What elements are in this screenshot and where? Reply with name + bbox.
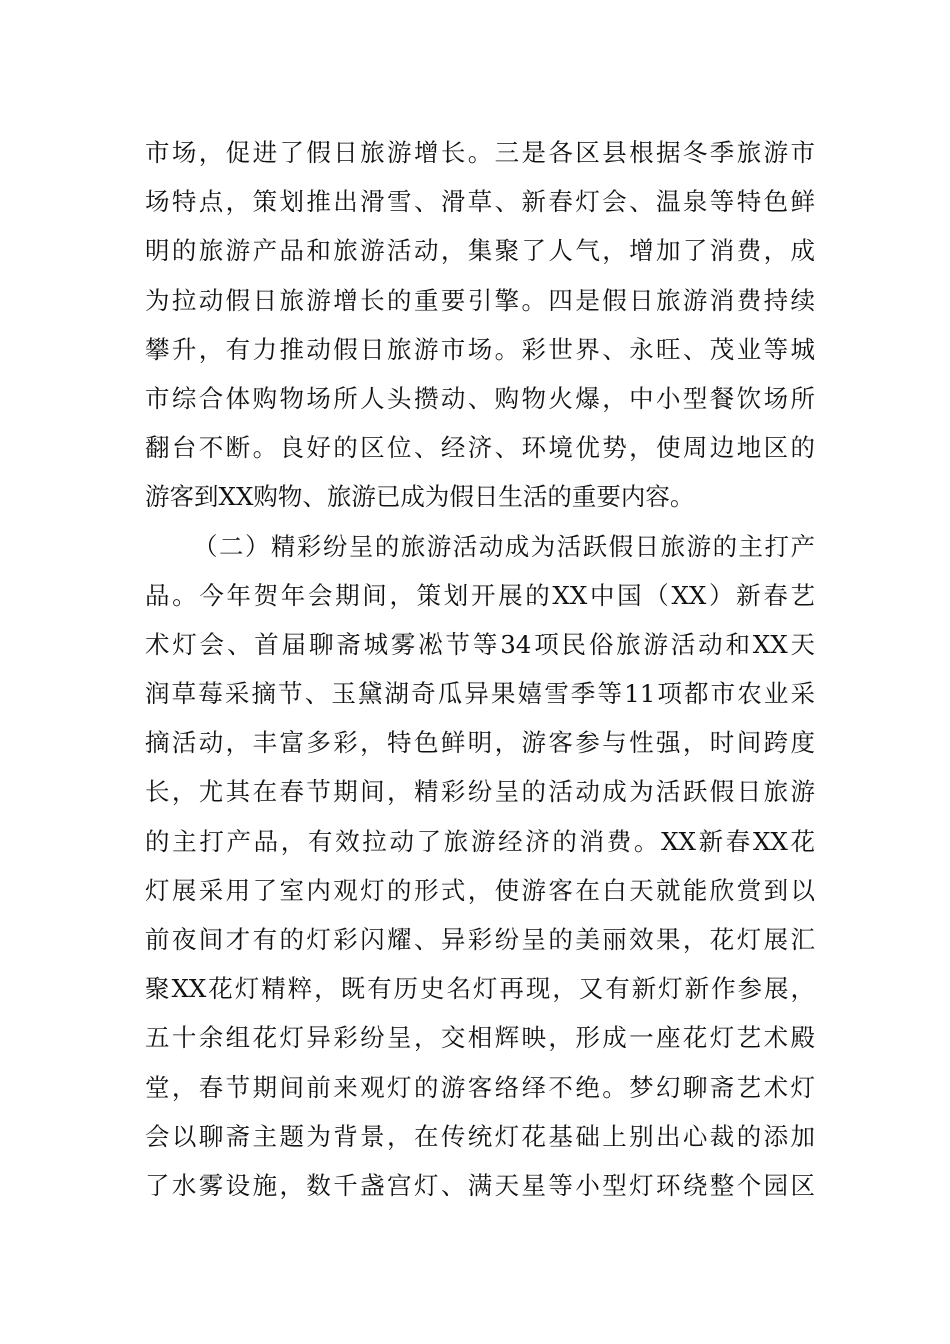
paragraph-1 bbox=[145, 128, 815, 522]
text-line: 前夜间才有的灯彩闪耀、异彩纷呈的美丽效果，花灯展汇 bbox=[145, 925, 815, 954]
text-line: 游客到XX购物、旅游已成为假日生活的重要内容。 bbox=[145, 482, 695, 512]
paragraph-2 bbox=[145, 522, 815, 1211]
text-line: 润草莓采摘节、玉黛湖奇瓜异果嬉雪季等11项都市农业采 bbox=[145, 679, 815, 709]
text-line: 场特点，策划推出滑雪、滑草、新春灯会、温泉等特色鲜 bbox=[145, 187, 815, 217]
body-text bbox=[145, 128, 815, 1210]
text-line: 聚XX花灯精粹，既有历史名灯再现，又有新灯新作参展， bbox=[145, 974, 815, 1004]
text-line: 品。今年贺年会期间，策划开展的XX中国（XX）新春艺 bbox=[145, 580, 815, 610]
text-line: 摘活动，丰富多彩，特色鲜明，游客参与性强，时间跨度 bbox=[145, 728, 815, 758]
section-heading-line: （二）精彩纷呈的旅游活动成为活跃假日旅游的主打产 bbox=[193, 531, 815, 561]
text-line: 堂，春节期间前来观灯的游客络绎不绝。梦幻聊斋艺术灯 bbox=[145, 1072, 815, 1102]
text-line: 了水雾设施，数千盏宫灯、满天星等小型灯环绕整个园区 bbox=[145, 1170, 815, 1200]
text-line: 攀升，有力推动假日旅游市场。彩世界、永旺、茂业等城 bbox=[145, 334, 815, 364]
text-line: 翻台不断。良好的区位、经济、环境优势，使周边地区的 bbox=[145, 433, 815, 463]
text-line: 灯展采用了室内观灯的形式，使游客在白天就能欣赏到以 bbox=[145, 875, 815, 905]
text-line: 会以聊斋主题为背景，在传统灯花基础上别出心裁的添加 bbox=[145, 1121, 815, 1151]
text-line: 长，尤其在春节期间，精彩纷呈的活动成为活跃假日旅游 bbox=[145, 777, 815, 807]
text-line: 五十余组花灯异彩纷呈，交相辉映，形成一座花灯艺术殿 bbox=[145, 1023, 815, 1053]
text-line: 的主打产品，有效拉动了旅游经济的消费。XX新春XX花 bbox=[145, 826, 815, 856]
text-line: 市综合体购物场所人头攒动、购物火爆，中小型餐饮场所 bbox=[145, 383, 815, 413]
text-line: 明的旅游产品和旅游活动，集聚了人气，增加了消费，成 bbox=[145, 236, 815, 266]
text-line: 市场，促进了假日旅游增长。三是各区县根据冬季旅游市 bbox=[145, 138, 815, 167]
text-line: 为拉动假日旅游增长的重要引擎。四是假日旅游消费持续 bbox=[145, 285, 815, 315]
text-line: 术灯会、首届聊斋城雾凇节等34项民俗旅游活动和XX天 bbox=[145, 629, 815, 659]
